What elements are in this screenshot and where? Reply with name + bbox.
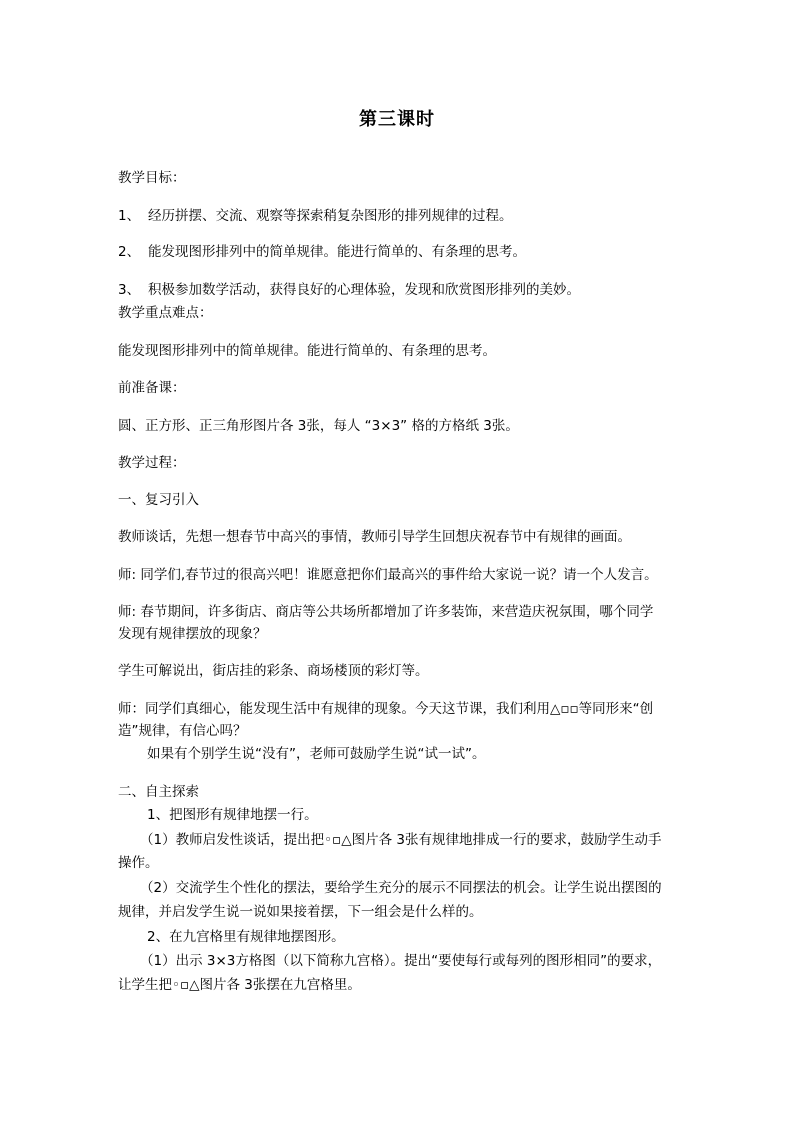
paragraph-line: （1）教师启发性谈话，提出把◦▫△图片各 3张有规律地排成一行的要求，鼓励学生动手	[140, 832, 662, 848]
page-title: 第三课时	[359, 109, 435, 130]
paragraph: 学生可解说出，街店挂的彩条、商场楼顶的彩灯等。	[118, 663, 429, 679]
prep-text: 圆、正方形、正三角形图片各 3张，每人 “3×3” 格的方格纸 3张。	[118, 418, 519, 434]
process-heading: 教学过程：	[118, 455, 186, 471]
paragraph: 师: 同学们,春节过的很高兴吧！谁愿意把你们最高兴的事件给大家说一说？请一个人发言。	[118, 567, 658, 583]
paragraph-line: 造”规律，有信心吗？	[118, 723, 247, 739]
paragraph-line: （1）出示 3×3方格图（以下简称九宫格）。提出“要使每行或每列的图形相同”的要求，	[140, 953, 662, 969]
paragraph: 如果有个别学生说“没有”，老师可鼓励学生说“试一试”。	[147, 746, 486, 762]
list-item: 1、把图形有规律地摆一行。	[147, 807, 318, 823]
objective-item	[118, 206, 688, 226]
list-item: 2、在九宫格里有规律地摆图形。	[147, 929, 345, 945]
objective-number: 3、	[118, 282, 141, 298]
objective-number: 2、	[118, 244, 141, 260]
paragraph-line: 师: 春节期间，许多街店、商店等公共场所都增加了许多装饰，来营造庆祝氛围，哪个同学	[118, 604, 654, 620]
objective-item	[118, 242, 688, 262]
objective-text: 经历拼摆、交流、观察等探索稍复杂图形的排列规律的过程。	[148, 208, 513, 224]
objective-text: 积极参加数学活动，获得良好的心理体验，发现和欣赏图形排列的美妙。	[148, 282, 580, 298]
key-heading: 教学重点难点：	[118, 305, 213, 321]
paragraph: 教师谈话，先想一想春节中高兴的事情，教师引导学生回想庆祝春节中有规律的画面。	[118, 529, 631, 545]
key-text: 能发现图形排列中的简单规律。能进行简单的、有条理的思考。	[118, 343, 496, 359]
objectives-heading: 教学目标：	[118, 170, 186, 186]
paragraph-line: 师：同学们真细心，能发现生活中有规律的现象。今天这节课，我们利用△▫▫等同形来“创	[118, 701, 654, 717]
section2-heading: 二、自主探索	[118, 784, 199, 800]
paragraph-line: 操作。	[118, 855, 159, 871]
prep-heading: 前准备课：	[118, 380, 186, 396]
paragraph-line: 让学生把◦▫△图片各 3张摆在九宫格里。	[118, 977, 361, 993]
objective-number: 1、	[118, 208, 141, 224]
paragraph-line: 发现有规律摆放的现象？	[118, 626, 267, 642]
objective-item	[118, 280, 688, 300]
paragraph-line: 规律，并启发学生说一说如果接着摆，下一组会是什么样的。	[118, 904, 483, 920]
objective-text: 能发现图形排列中的简单规律。能进行简单的、有条理的思考。	[148, 244, 526, 260]
section1-heading: 一、复习引入	[118, 492, 199, 508]
paragraph-line: （2）交流学生个性化的摆法，要给学生充分的展示不同摆法的机会。让学生说出摆图的	[140, 880, 662, 896]
